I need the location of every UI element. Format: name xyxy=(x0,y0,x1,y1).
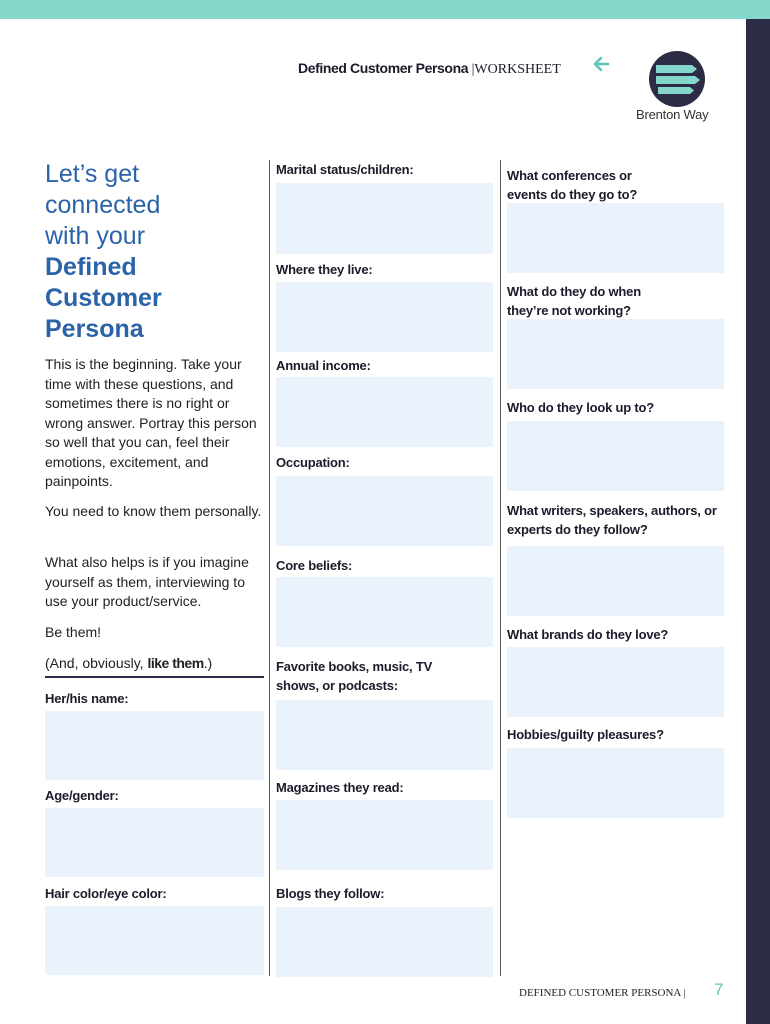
logo-wordmark: Brenton Way xyxy=(636,107,709,122)
writers-label: What writers, speakers, authors, or experts do they follow? xyxy=(507,503,717,537)
intro-heading-bold-line: Persona xyxy=(45,315,144,343)
not-working-label: What do they do when they’re not working? xyxy=(507,284,641,318)
hair-eye-field[interactable] xyxy=(45,906,264,975)
worksheet-title-suffix: |WORKSHEET xyxy=(468,62,561,77)
core-beliefs-label: Core beliefs: xyxy=(276,558,353,573)
intro-paragraph-emphasis: like them xyxy=(147,655,204,671)
column-divider-right xyxy=(500,160,501,976)
footer-label: DEFINED CUSTOMER PERSONA | xyxy=(519,987,686,999)
marital-label: Marital status/children: xyxy=(276,162,414,177)
blogs-label: Blogs they follow: xyxy=(276,886,385,901)
intro-paragraph: You need to know them personally. xyxy=(45,503,262,519)
intro-heading-bold-line: Defined xyxy=(45,253,137,281)
income-label: Annual income: xyxy=(276,358,371,373)
brenton-way-logo-icon xyxy=(648,50,706,108)
where-live-field[interactable] xyxy=(276,282,493,352)
hobbies-field[interactable] xyxy=(507,748,724,818)
not-working-field[interactable] xyxy=(507,319,724,389)
brands-label: What brands do they love? xyxy=(507,627,669,642)
intro-paragraph xyxy=(45,654,267,674)
name-label: Her/his name: xyxy=(45,691,129,706)
marital-field[interactable] xyxy=(276,183,493,254)
writers-field[interactable] xyxy=(507,546,724,616)
age-gender-field[interactable] xyxy=(45,808,264,877)
intro-divider-rule xyxy=(45,676,264,678)
hair-eye-label: Hair color/eye color: xyxy=(45,886,167,901)
blogs-field[interactable] xyxy=(276,907,493,977)
back-arrow-icon[interactable] xyxy=(592,56,610,72)
conferences-label: What conferences or events do they go to? xyxy=(507,168,638,202)
magazines-label: Magazines they read: xyxy=(276,780,404,795)
favorites-label: Favorite books, music, TV shows, or podcasts: xyxy=(276,659,433,693)
look-up-field[interactable] xyxy=(507,421,724,491)
brands-field[interactable] xyxy=(507,647,724,717)
intro-heading-line: connected xyxy=(45,191,161,219)
intro-paragraph-text: (And, obviously, xyxy=(45,655,148,671)
intro-heading-bold-line: Customer xyxy=(45,284,162,312)
hobbies-label: Hobbies/guilty pleasures? xyxy=(507,727,664,742)
side-accent-bar xyxy=(746,19,770,1024)
top-accent-bar xyxy=(0,0,770,19)
intro-heading-line: with your xyxy=(45,222,146,250)
conferences-field[interactable] xyxy=(507,203,724,273)
occupation-field[interactable] xyxy=(276,476,493,546)
occupation-label: Occupation: xyxy=(276,455,350,470)
intro-heading xyxy=(45,159,265,345)
worksheet-title-bold: Defined Customer Persona xyxy=(298,60,469,76)
intro-paragraph: Be them! xyxy=(45,624,102,640)
intro-paragraph: What also helps is if you imagine yourself as them, interviewing to use your product/service. xyxy=(45,554,249,609)
page-number: 7 xyxy=(714,980,724,999)
intro-paragraph-text: .) xyxy=(203,655,213,671)
column-divider-left xyxy=(269,160,270,976)
core-beliefs-field[interactable] xyxy=(276,577,493,647)
where-live-label: Where they live: xyxy=(276,262,373,277)
worksheet-title xyxy=(298,60,561,78)
look-up-label: Who do they look up to? xyxy=(507,400,655,415)
intro-heading-line: Let’s get xyxy=(45,160,140,188)
name-field[interactable] xyxy=(45,711,264,780)
income-field[interactable] xyxy=(276,377,493,447)
favorites-field[interactable] xyxy=(276,700,493,770)
intro-paragraph: This is the beginning. Take your time with these questions, and sometimes there is no right or wrong answer. Portray this person so well that you can, feel their emotions, excitement, and painpoints. xyxy=(45,356,257,489)
magazines-field[interactable] xyxy=(276,800,493,870)
age-gender-label: Age/gender: xyxy=(45,788,119,803)
